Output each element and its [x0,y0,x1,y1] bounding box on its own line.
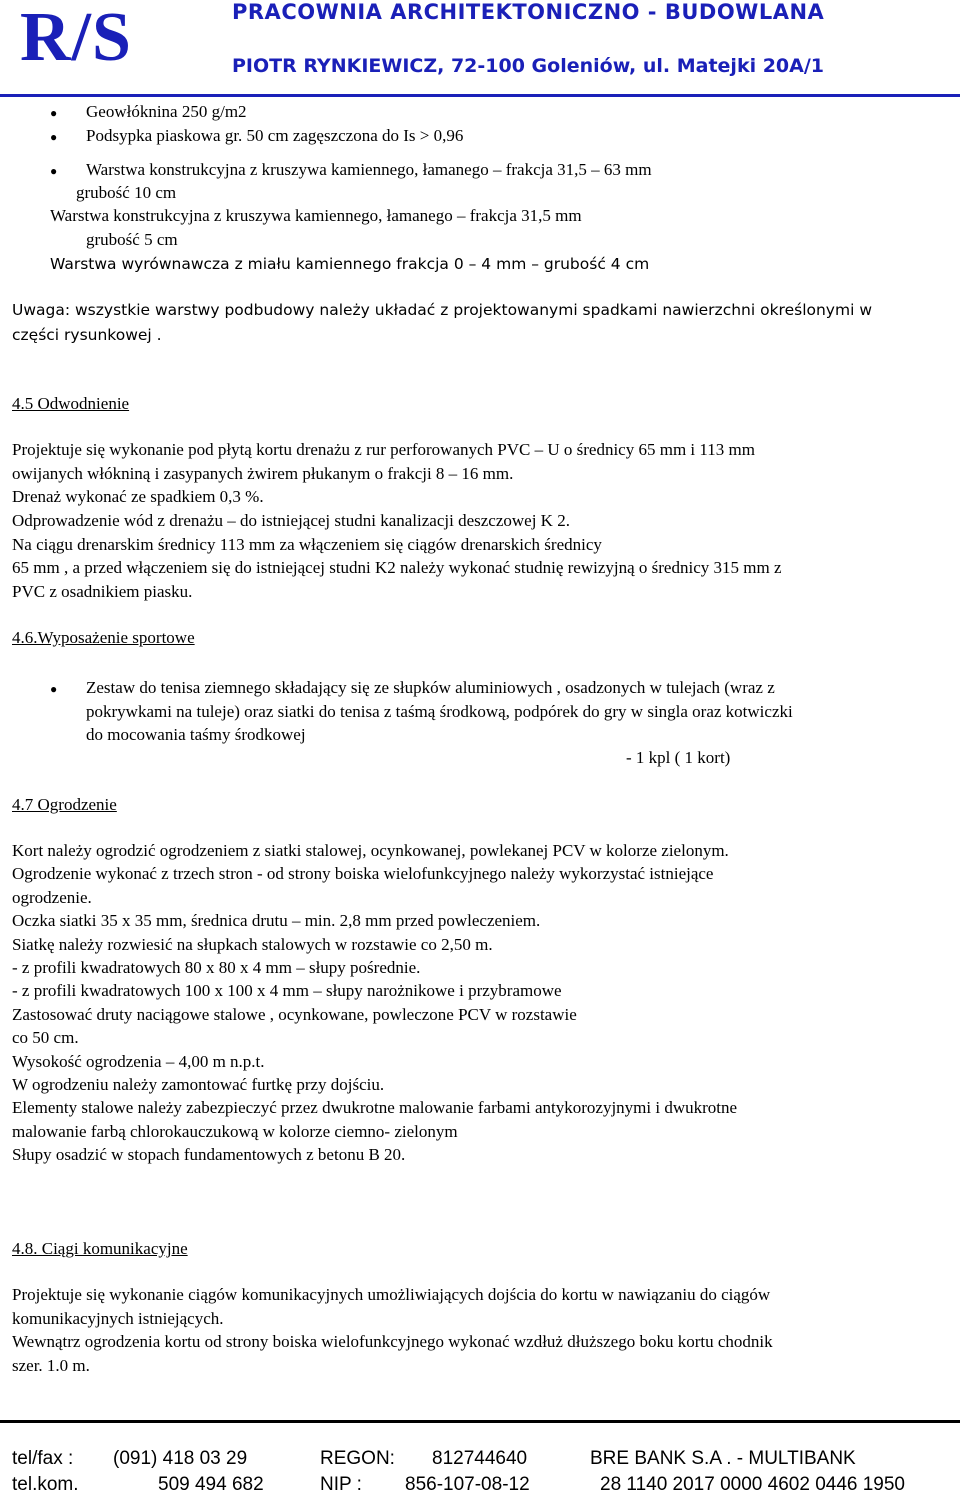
header-divider [0,94,960,97]
layer-item-thickness: grubość 10 cm [76,183,177,202]
paragraph-line: malowanie farbą chlorokauczukową w kolorze ciemno- zielonym [12,1121,458,1141]
footer-nip: 856-107-08-12 [405,1474,530,1495]
section-title-equipment: 4.6.Wyposażenie sportowe [12,628,195,647]
paragraph-line: Wysokość ogrodzenia – 4,00 m n.p.t. [12,1051,265,1071]
section-title-drainage: 4.5 Odwodnienie [12,394,130,413]
paragraph-line: 65 mm , a przed włączeniem się do istniejącej studni K2 należy wykonać studnię rewizyjną o średnicy 315 mm z [12,558,782,577]
paragraph-line: Kort należy ogrodzić ogrodzeniem z siatki stalowej, ocynkowanej, powlekanej PCV w kolorze zielonym. [12,841,729,860]
footer-divider [0,1420,960,1423]
layer-item: Warstwa konstrukcyjna z kruszywa kamiennego, łamanego – frakcja 31,5 – 63 mm [86,160,652,179]
layer-item: Podsypka piaskowa gr. 50 cm zagęszczona do Is > 0,96 [86,126,464,145]
section-title-fence: 4.7 Ogrodzenie [12,795,117,814]
footer-regon-label: REGON: [320,1448,395,1469]
layer-item: Warstwa konstrukcyjna z kruszywa kamiennego, łamanego – frakcja 31,5 mm [50,206,582,225]
paragraph-line: Oczka siatki 35 x 35 mm, średnica drutu – min. 2,8 mm przed powleczeniem. [12,911,541,931]
paragraph-line: - z profili kwadratowych 80 x 80 x 4 mm – słupy pośrednie. [12,958,421,977]
bullet-icon: ● [50,106,58,120]
paragraph-line: pokrywkami na tuleje) oraz siatki do tenisa z taśmą środkową, podpórek do gry w singla oraz kotwiczki [86,702,793,721]
paragraph-line: owijanych włókniną i zasypanych żwirem płukanym o frakcji 8 – 16 mm. [12,464,514,483]
paragraph-line: Elementy stalowe należy zabezpieczyć przez dwukrotne malowanie farbami antykorozyjnymi i dwukrotne [12,1098,738,1118]
paragraph-line: Zestaw do tenisa ziemnego składający się ze słupków aluminiowych , osadzonych w tulejach (wraz z [86,678,775,697]
layer-item-thickness: grubość 5 cm [86,230,178,249]
layer-item: Warstwa wyrównawcza z miału kamiennego frakcja 0 – 4 mm – grubość 4 cm [50,255,650,273]
paragraph-line: Wewnątrz ogrodzenia kortu od strony boiska wielofunkcyjnego wykonać wzdłuż dłuższego boku kortu chodnik [12,1332,773,1351]
footer-telkom: 509 494 682 [158,1474,264,1495]
footer-bank: BRE BANK S.A . - MULTIBANK [590,1448,856,1469]
paragraph-line: szer. 1.0 m. [12,1355,90,1375]
footer-nip-label: NIP : [320,1474,362,1495]
paragraph-line: komunikacyjnych istniejących. [12,1308,224,1328]
bullet-icon: ● [50,130,58,144]
footer-telkom-label: tel.kom. [12,1474,79,1495]
paragraph-line: Projektuje się wykonanie ciągów komunikacyjnych umożliwiających dojścia do kortu w nawiązaniu do ciągów [12,1285,771,1304]
section-title-walkways: 4.8. Ciągi komunikacyjne [12,1239,188,1258]
company-address: PIOTR RYNKIEWICZ, 72-100 Goleniów, ul. Matejki 20A/1 [232,55,825,77]
footer-telfax-label: tel/fax : [12,1448,74,1469]
footer-account: 28 1140 2017 0000 4602 0446 1950 [600,1474,906,1495]
company-name: PRACOWNIA ARCHITEKTONICZNO - BUDOWLANA [232,0,825,24]
quantity-note: - 1 kpl ( 1 kort) [626,748,731,767]
company-logo: R/S [20,0,132,76]
paragraph-line: Drenaż wykonać ze spadkiem 0,3 %. [12,487,264,506]
paragraph-line: PVC z osadnikiem piasku. [12,582,193,601]
paragraph-line: Siatkę należy rozwiesić na słupkach stalowych w rozstawie co 2,50 m. [12,934,493,954]
paragraph-line: co 50 cm. [12,1028,79,1048]
paragraph-line: Zastosować druty naciągowe stalowe , ocynkowane, powleczone PCV w rozstawie [12,1004,577,1024]
bullet-icon: ● [50,164,58,178]
paragraph-line: Odprowadzenie wód z drenażu – do istniejącej studni kanalizacji deszczowej K 2. [12,511,570,530]
paragraph-line: Projektuje się wykonanie pod płytą kortu drenażu z rur perforowanych PVC – U o średnicy 65 mm i 113 mm [12,440,755,459]
paragraph-line: - z profili kwadratowych 100 x 100 x 4 mm – słupy narożnikowe i przybramowe [12,981,562,1001]
paragraph-line: Ogrodzenie wykonać z trzech stron - od strony boiska wielofunkcyjnego należy wykorzystać istniejące [12,864,714,884]
note-line: Uwaga: wszystkie warstwy podbudowy należy układać z projektowanymi spadkami nawierzchni określonymi w [12,301,872,319]
layer-item: Geowłóknina 250 g/m2 [86,102,247,121]
paragraph-line: Na ciągu drenarskim średnicy 113 mm za włączeniem się ciągów drenarskich średnicy [12,535,602,554]
paragraph-line: do mocowania taśmy środkowej [86,725,306,744]
footer-telfax: (091) 418 03 29 [113,1448,248,1469]
bullet-icon: ● [50,682,58,696]
paragraph-line: W ogrodzeniu należy zamontować furtkę przy dojściu. [12,1075,385,1094]
footer-regon: 812744640 [432,1448,528,1469]
note-line: części rysunkowej . [12,326,162,344]
paragraph-line: Słupy osadzić w stopach fundamentowych z betonu B 20. [12,1145,406,1165]
paragraph-line: ogrodzenie. [12,887,92,907]
